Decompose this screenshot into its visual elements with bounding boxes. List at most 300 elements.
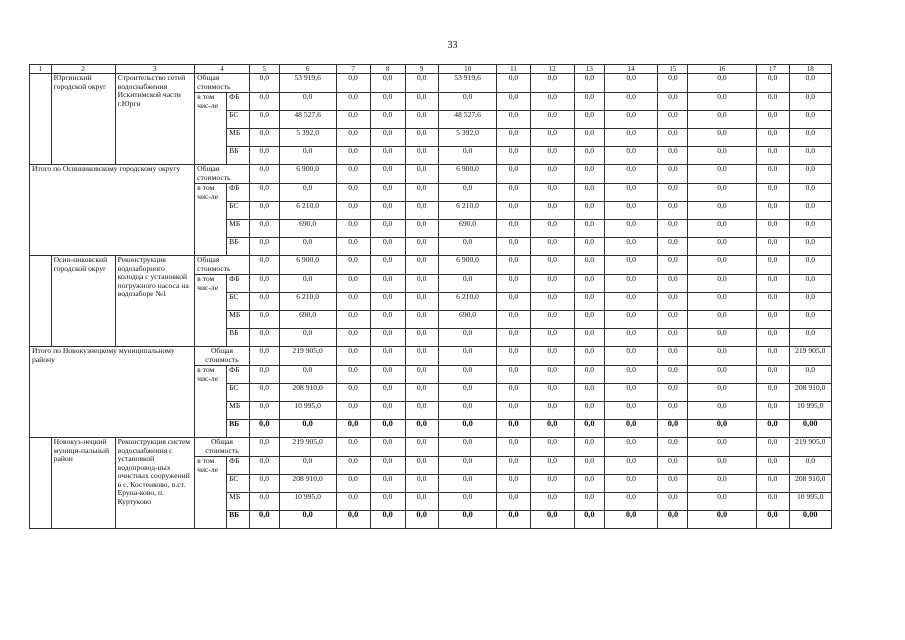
value-cell: 0,0 bbox=[405, 475, 438, 493]
source-label-mb: МБ bbox=[227, 402, 250, 420]
value-cell: 0,0 bbox=[530, 220, 574, 238]
value-cell: 0,0 bbox=[604, 238, 658, 256]
total-cost-label: Общая стоимость bbox=[195, 438, 250, 457]
value-cell: 0,0 bbox=[249, 74, 279, 93]
value-cell: 208 910,0 bbox=[279, 475, 336, 493]
value-cell: 0,0 bbox=[370, 165, 405, 184]
value-cell: 0,0 bbox=[249, 366, 279, 384]
value-cell: 0,0 bbox=[497, 129, 530, 147]
value-cell: 0,0 bbox=[789, 457, 831, 475]
value-cell: 6 900,0 bbox=[438, 165, 497, 184]
value-cell: 0,0 bbox=[789, 293, 831, 311]
budget-table bbox=[29, 64, 832, 529]
value-cell: 0,0 bbox=[658, 147, 688, 165]
value-cell: 0,0 bbox=[497, 511, 530, 529]
value-cell: 0,0 bbox=[530, 438, 574, 457]
value-cell: 6 900,0 bbox=[279, 165, 336, 184]
value-cell: 0,0 bbox=[756, 74, 789, 93]
value-cell: 0,0 bbox=[336, 402, 370, 420]
value-cell: 0,0 bbox=[658, 184, 688, 202]
header-cell: 13 bbox=[574, 65, 604, 74]
value-cell: 0,0 bbox=[438, 93, 497, 111]
value-cell: 0,0 bbox=[688, 256, 756, 275]
value-cell: 0,0 bbox=[658, 93, 688, 111]
value-cell: 0,0 bbox=[530, 311, 574, 329]
value-cell: 0,0 bbox=[370, 184, 405, 202]
incl-label: в том чис-ле bbox=[195, 366, 227, 438]
value-cell: 0,0 bbox=[279, 420, 336, 438]
value-cell: 0,0 bbox=[604, 438, 658, 457]
value-cell: 0,0 bbox=[497, 238, 530, 256]
value-cell: 0,0 bbox=[249, 420, 279, 438]
value-cell: 0,0 bbox=[405, 202, 438, 220]
header-cell: 1 bbox=[30, 65, 52, 74]
value-cell: 0,0 bbox=[574, 511, 604, 529]
value-cell: 0,0 bbox=[370, 475, 405, 493]
value-cell: 0,0 bbox=[405, 366, 438, 384]
value-cell: 0,0 bbox=[574, 74, 604, 93]
value-cell: 0,0 bbox=[530, 366, 574, 384]
value-cell: 690,0 bbox=[279, 220, 336, 238]
value-cell: 48 527,6 bbox=[438, 111, 497, 129]
value-cell: 0,0 bbox=[756, 202, 789, 220]
value-cell: 0,0 bbox=[405, 329, 438, 347]
value-cell: 0,0 bbox=[530, 165, 574, 184]
value-cell: 0,0 bbox=[497, 165, 530, 184]
value-cell: 0,0 bbox=[370, 384, 405, 402]
value-cell: 0,0 bbox=[370, 311, 405, 329]
value-cell: 0,0 bbox=[658, 202, 688, 220]
value-cell: 0,0 bbox=[405, 438, 438, 457]
value-cell: 0,0 bbox=[497, 275, 530, 293]
value-cell: 0,0 bbox=[336, 347, 370, 366]
value-cell: 0,0 bbox=[756, 493, 789, 511]
value-cell: 0,0 bbox=[370, 111, 405, 129]
value-cell: 0,0 bbox=[658, 457, 688, 475]
value-cell: 0,0 bbox=[604, 329, 658, 347]
value-cell: 208 910,0 bbox=[279, 384, 336, 402]
value-cell: 0,0 bbox=[530, 202, 574, 220]
value-cell: 0,0 bbox=[688, 420, 756, 438]
value-cell: 0,0 bbox=[497, 457, 530, 475]
value-cell: 0,0 bbox=[658, 366, 688, 384]
value-cell: 0,0 bbox=[249, 475, 279, 493]
value-cell: 0,0 bbox=[405, 129, 438, 147]
value-cell: 0,0 bbox=[405, 511, 438, 529]
value-cell: 0,0 bbox=[336, 384, 370, 402]
value-cell: 0,0 bbox=[604, 275, 658, 293]
value-cell: 0,0 bbox=[658, 220, 688, 238]
value-cell: 0,0 bbox=[405, 420, 438, 438]
header-cell: 16 bbox=[688, 65, 756, 74]
value-cell: 0,0 bbox=[336, 457, 370, 475]
table-row bbox=[30, 74, 832, 93]
source-label-fb: ФБ bbox=[227, 93, 250, 111]
value-cell: 0,0 bbox=[497, 293, 530, 311]
value-cell: 0,0 bbox=[249, 220, 279, 238]
value-cell: 0,0 bbox=[370, 438, 405, 457]
value-cell: 0,0 bbox=[574, 147, 604, 165]
value-cell: 690,0 bbox=[438, 220, 497, 238]
value-cell: 0,0 bbox=[438, 402, 497, 420]
value-cell: 0,0 bbox=[279, 93, 336, 111]
value-cell: 0,0 bbox=[574, 402, 604, 420]
value-cell: 0,0 bbox=[497, 438, 530, 457]
value-cell: 0,0 bbox=[574, 457, 604, 475]
project-cell: Реконструкция систем водоснабжения с установкой водопровод-ных очистных сооружений в с. Костенково, п.ст. Ерунa-ково, п. Куртуково bbox=[115, 438, 194, 529]
header-cell: 12 bbox=[530, 65, 574, 74]
value-cell: 0,0 bbox=[370, 366, 405, 384]
value-cell: 0,0 bbox=[497, 384, 530, 402]
value-cell: 0,0 bbox=[688, 165, 756, 184]
value-cell: 0,0 bbox=[497, 202, 530, 220]
value-cell: 0,0 bbox=[405, 220, 438, 238]
table-row bbox=[30, 256, 832, 275]
value-cell: 0,0 bbox=[336, 493, 370, 511]
value-cell: 0,0 bbox=[405, 74, 438, 93]
value-cell: 0,0 bbox=[688, 147, 756, 165]
value-cell: 0,0 bbox=[336, 93, 370, 111]
value-cell: 0,0 bbox=[249, 511, 279, 529]
value-cell: 0,0 bbox=[370, 329, 405, 347]
value-cell: 0,0 bbox=[756, 275, 789, 293]
value-cell: 0,0 bbox=[604, 293, 658, 311]
value-cell: 0,0 bbox=[688, 202, 756, 220]
value-cell: 0,0 bbox=[658, 511, 688, 529]
value-cell: 0,0 bbox=[438, 366, 497, 384]
value-cell: 0,00 bbox=[789, 511, 831, 529]
value-cell: 0,0 bbox=[789, 93, 831, 111]
value-cell: 0,0 bbox=[249, 202, 279, 220]
value-cell: 0,0 bbox=[370, 256, 405, 275]
value-cell: 10 995,0 bbox=[279, 402, 336, 420]
value-cell: 0,0 bbox=[688, 111, 756, 129]
value-cell: 5 392,0 bbox=[279, 129, 336, 147]
value-cell: 0,0 bbox=[789, 202, 831, 220]
value-cell: 0,0 bbox=[658, 384, 688, 402]
value-cell: 0,0 bbox=[688, 93, 756, 111]
header-cell: 8 bbox=[370, 65, 405, 74]
value-cell: 0,0 bbox=[279, 511, 336, 529]
value-cell: 0,0 bbox=[789, 366, 831, 384]
value-cell: 0,0 bbox=[688, 311, 756, 329]
value-cell: 0,0 bbox=[279, 366, 336, 384]
value-cell: 0,0 bbox=[688, 347, 756, 366]
value-cell: 0,0 bbox=[497, 184, 530, 202]
value-cell: 0,0 bbox=[574, 311, 604, 329]
value-cell: 5 392,0 bbox=[438, 129, 497, 147]
value-cell: 0,0 bbox=[604, 74, 658, 93]
value-cell: 0,0 bbox=[688, 457, 756, 475]
header-cell: 4 bbox=[195, 65, 250, 74]
value-cell: 0,0 bbox=[688, 74, 756, 93]
total-cost-label: Общая стоимость bbox=[195, 74, 250, 93]
value-cell: 0,0 bbox=[370, 147, 405, 165]
value-cell: 0,0 bbox=[405, 184, 438, 202]
value-cell: 0,0 bbox=[336, 475, 370, 493]
value-cell: 0,0 bbox=[574, 329, 604, 347]
value-cell: 0,0 bbox=[604, 384, 658, 402]
value-cell: 0,0 bbox=[438, 493, 497, 511]
source-label-mb: МБ bbox=[227, 311, 250, 329]
value-cell: 0,0 bbox=[756, 475, 789, 493]
value-cell: 0,0 bbox=[249, 329, 279, 347]
value-cell: 0,0 bbox=[789, 238, 831, 256]
value-cell: 0,0 bbox=[789, 256, 831, 275]
value-cell: 0,0 bbox=[497, 366, 530, 384]
value-cell: 0,0 bbox=[658, 402, 688, 420]
value-cell: 0,0 bbox=[336, 147, 370, 165]
value-cell: 0,0 bbox=[530, 256, 574, 275]
value-cell: 0,0 bbox=[658, 438, 688, 457]
value-cell: 0,0 bbox=[789, 74, 831, 93]
value-cell: 0,0 bbox=[688, 475, 756, 493]
value-cell: 0,0 bbox=[756, 366, 789, 384]
value-cell: 0,0 bbox=[249, 493, 279, 511]
source-label-fb: ФБ bbox=[227, 457, 250, 475]
source-label-vb: ВБ bbox=[227, 147, 250, 165]
value-cell: 0,0 bbox=[530, 93, 574, 111]
value-cell: 10 995,0 bbox=[789, 402, 831, 420]
value-cell: 0,0 bbox=[370, 202, 405, 220]
value-cell: 0,0 bbox=[530, 74, 574, 93]
total-cost-label: Общая стоимость bbox=[195, 256, 250, 275]
value-cell: 0,0 bbox=[249, 438, 279, 457]
value-cell: 0,0 bbox=[249, 129, 279, 147]
value-cell: 0,0 bbox=[658, 329, 688, 347]
incl-label: в том чис-ле bbox=[195, 184, 227, 256]
value-cell: 0,0 bbox=[497, 493, 530, 511]
value-cell: 0,0 bbox=[279, 275, 336, 293]
value-cell: 0,0 bbox=[336, 202, 370, 220]
value-cell: 0,0 bbox=[497, 475, 530, 493]
value-cell: 0,0 bbox=[405, 493, 438, 511]
value-cell: 0,0 bbox=[438, 475, 497, 493]
value-cell: 0,0 bbox=[438, 238, 497, 256]
value-cell: 0,0 bbox=[279, 147, 336, 165]
value-cell: 10 995,0 bbox=[279, 493, 336, 511]
value-cell: 0,0 bbox=[688, 238, 756, 256]
value-cell: 0,0 bbox=[688, 275, 756, 293]
value-cell: 0,0 bbox=[530, 275, 574, 293]
value-cell: 0,0 bbox=[405, 111, 438, 129]
source-label-bs: БС bbox=[227, 293, 250, 311]
value-cell: 0,0 bbox=[249, 293, 279, 311]
source-label-mb: МБ bbox=[227, 129, 250, 147]
value-cell: 0,0 bbox=[497, 93, 530, 111]
value-cell: 0,0 bbox=[574, 129, 604, 147]
summary-title: Итого по Осинниковскому городскому округу bbox=[30, 165, 195, 256]
value-cell: 0,0 bbox=[688, 220, 756, 238]
value-cell: 0,0 bbox=[497, 256, 530, 275]
value-cell: 0,0 bbox=[574, 366, 604, 384]
value-cell: 0,0 bbox=[604, 366, 658, 384]
value-cell: 0,0 bbox=[756, 129, 789, 147]
header-cell: 17 bbox=[756, 65, 789, 74]
value-cell: 0,0 bbox=[438, 384, 497, 402]
value-cell: 0,0 bbox=[574, 475, 604, 493]
source-label-bs: БС bbox=[227, 111, 250, 129]
value-cell: 0,0 bbox=[756, 293, 789, 311]
value-cell: 0,0 bbox=[530, 384, 574, 402]
value-cell: 0,0 bbox=[438, 275, 497, 293]
value-cell: 0,0 bbox=[658, 129, 688, 147]
value-cell: 0,0 bbox=[756, 511, 789, 529]
source-label-vb: ВБ bbox=[227, 511, 250, 529]
value-cell: 0,0 bbox=[530, 111, 574, 129]
value-cell: 0,0 bbox=[249, 147, 279, 165]
value-cell: 0,0 bbox=[789, 311, 831, 329]
value-cell: 0,0 bbox=[530, 511, 574, 529]
index-cell bbox=[30, 256, 52, 347]
source-label-fb: ФБ bbox=[227, 184, 250, 202]
value-cell: 0,0 bbox=[756, 147, 789, 165]
value-cell: 219 905,0 bbox=[789, 438, 831, 457]
value-cell: 0,0 bbox=[370, 93, 405, 111]
value-cell: 0,0 bbox=[438, 147, 497, 165]
value-cell: 0,0 bbox=[336, 366, 370, 384]
value-cell: 0,0 bbox=[604, 457, 658, 475]
value-cell: 0,0 bbox=[405, 147, 438, 165]
value-cell: 0,0 bbox=[336, 256, 370, 275]
value-cell: 0,0 bbox=[405, 402, 438, 420]
value-cell: 0,0 bbox=[756, 402, 789, 420]
header-cell: 2 bbox=[51, 65, 115, 74]
value-cell: 0,0 bbox=[438, 329, 497, 347]
value-cell: 0,0 bbox=[756, 220, 789, 238]
value-cell: 0,0 bbox=[405, 93, 438, 111]
value-cell: 0,0 bbox=[756, 457, 789, 475]
value-cell: 690,0 bbox=[279, 311, 336, 329]
value-cell: 0,0 bbox=[405, 275, 438, 293]
value-cell: 0,0 bbox=[658, 74, 688, 93]
value-cell: 0,0 bbox=[688, 384, 756, 402]
value-cell: 0,0 bbox=[574, 275, 604, 293]
territory-cell: Новокуз-нецкий муници-пальный район bbox=[51, 438, 115, 529]
value-cell: 6 210,0 bbox=[438, 293, 497, 311]
value-cell: 0,0 bbox=[370, 275, 405, 293]
value-cell: 6 210,0 bbox=[279, 202, 336, 220]
value-cell: 0,0 bbox=[789, 165, 831, 184]
value-cell: 219 905,0 bbox=[279, 438, 336, 457]
value-cell: 0,0 bbox=[336, 129, 370, 147]
header-cell: 18 bbox=[789, 65, 831, 74]
value-cell: 0,0 bbox=[336, 420, 370, 438]
value-cell: 0,0 bbox=[688, 366, 756, 384]
value-cell: 0,0 bbox=[658, 493, 688, 511]
value-cell: 6 210,0 bbox=[279, 293, 336, 311]
value-cell: 6 210,0 bbox=[438, 202, 497, 220]
value-cell: 0,0 bbox=[574, 384, 604, 402]
value-cell: 0,0 bbox=[604, 147, 658, 165]
value-cell: 0,0 bbox=[405, 238, 438, 256]
value-cell: 0,0 bbox=[574, 420, 604, 438]
value-cell: 0,0 bbox=[789, 329, 831, 347]
value-cell: 0,0 bbox=[604, 402, 658, 420]
value-cell: 0,0 bbox=[688, 438, 756, 457]
value-cell: 0,0 bbox=[756, 111, 789, 129]
source-label-fb: ФБ bbox=[227, 275, 250, 293]
value-cell: 0,0 bbox=[604, 347, 658, 366]
value-cell: 0,0 bbox=[574, 493, 604, 511]
value-cell: 0,0 bbox=[530, 475, 574, 493]
source-label-fb: ФБ bbox=[227, 366, 250, 384]
territory-cell: Юргинский городской округ bbox=[51, 74, 115, 165]
value-cell: 208 910,0 bbox=[789, 475, 831, 493]
value-cell: 0,0 bbox=[688, 493, 756, 511]
value-cell: 0,0 bbox=[336, 511, 370, 529]
table-row bbox=[30, 347, 832, 366]
value-cell: 0,0 bbox=[658, 420, 688, 438]
value-cell: 0,0 bbox=[370, 402, 405, 420]
index-cell bbox=[30, 74, 52, 165]
value-cell: 0,0 bbox=[604, 511, 658, 529]
value-cell: 0,0 bbox=[249, 347, 279, 366]
value-cell: 0,0 bbox=[249, 457, 279, 475]
value-cell: 0,0 bbox=[756, 384, 789, 402]
value-cell: 0,0 bbox=[438, 420, 497, 438]
header-cell: 11 bbox=[497, 65, 530, 74]
value-cell: 0,0 bbox=[604, 311, 658, 329]
value-cell: 0,0 bbox=[405, 457, 438, 475]
value-cell: 0,0 bbox=[604, 111, 658, 129]
project-cell: Строительство сетей водоснабжения Искитимской части г.Юрги bbox=[115, 74, 194, 165]
value-cell: 0,0 bbox=[604, 184, 658, 202]
value-cell: 0,0 bbox=[530, 402, 574, 420]
value-cell: 0,0 bbox=[688, 329, 756, 347]
value-cell: 0,0 bbox=[249, 402, 279, 420]
header-cell: 15 bbox=[658, 65, 688, 74]
value-cell: 6 900,0 bbox=[438, 256, 497, 275]
value-cell: 0,0 bbox=[405, 256, 438, 275]
value-cell: 0,0 bbox=[756, 420, 789, 438]
value-cell: 0,0 bbox=[604, 220, 658, 238]
value-cell: 53 919,6 bbox=[438, 74, 497, 93]
value-cell: 0,0 bbox=[756, 238, 789, 256]
value-cell: 0,0 bbox=[756, 329, 789, 347]
header-cell: 5 bbox=[249, 65, 279, 74]
value-cell: 53 919,6 bbox=[279, 74, 336, 93]
value-cell: 10 995,0 bbox=[789, 493, 831, 511]
value-cell: 0,0 bbox=[370, 238, 405, 256]
value-cell: 0,0 bbox=[530, 347, 574, 366]
source-label-mb: МБ bbox=[227, 220, 250, 238]
total-cost-label: Общая стоимость bbox=[195, 165, 250, 184]
source-label-vb: ВБ bbox=[227, 238, 250, 256]
value-cell: 0,0 bbox=[336, 184, 370, 202]
value-cell: 0,0 bbox=[658, 256, 688, 275]
header-cell: 7 bbox=[336, 65, 370, 74]
value-cell: 0,0 bbox=[789, 111, 831, 129]
value-cell: 0,0 bbox=[574, 93, 604, 111]
value-cell: 219 905,0 bbox=[789, 347, 831, 366]
value-cell: 0,0 bbox=[336, 238, 370, 256]
value-cell: 0,0 bbox=[604, 165, 658, 184]
value-cell: 0,0 bbox=[249, 384, 279, 402]
value-cell: 0,0 bbox=[279, 184, 336, 202]
value-cell: 0,0 bbox=[688, 511, 756, 529]
value-cell: 0,0 bbox=[249, 165, 279, 184]
value-cell: 0,0 bbox=[336, 311, 370, 329]
value-cell: 0,0 bbox=[688, 184, 756, 202]
value-cell: 0,0 bbox=[249, 93, 279, 111]
value-cell: 0,0 bbox=[530, 457, 574, 475]
value-cell: 0,0 bbox=[604, 420, 658, 438]
value-cell: 0,0 bbox=[604, 129, 658, 147]
value-cell: 0,0 bbox=[789, 147, 831, 165]
value-cell: 0,0 bbox=[405, 165, 438, 184]
header-cell: 14 bbox=[604, 65, 658, 74]
